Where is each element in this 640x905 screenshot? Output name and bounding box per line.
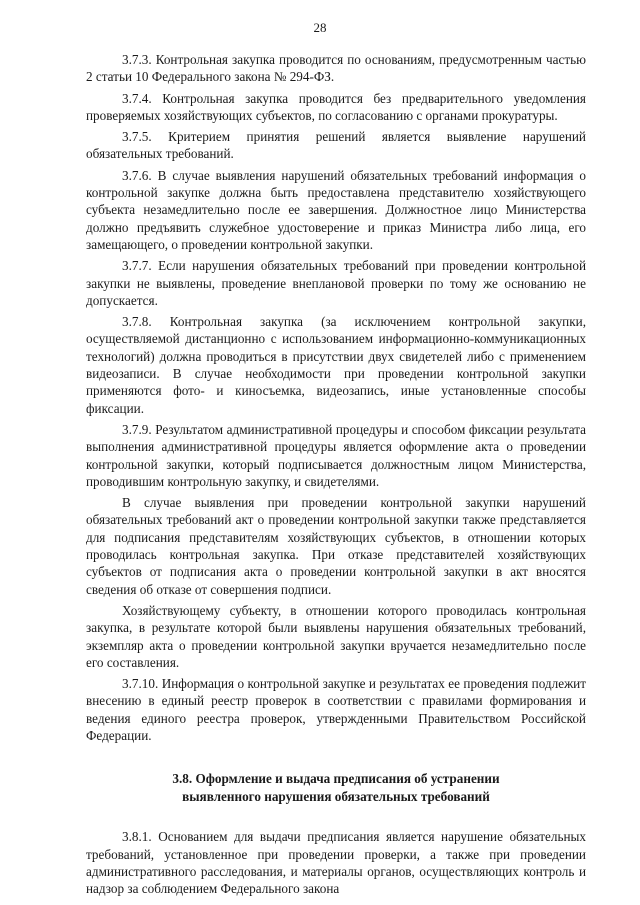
paragraph-3-7-5: 3.7.5. Критерием принятия решений является выявление нарушений обязательных требований. xyxy=(86,129,586,162)
paragraph-3-7-7: 3.7.7. Если нарушения обязательных требований при проведении контрольной закупки не выявлены, проведение внеплановой проверки по тому же основанию не допускается. xyxy=(86,258,586,308)
paragraph-act-handover: Хозяйствующему субъекту, в отношении которого проводилась контрольная закупка, в результате которой были выявлены нарушения обязательных требований, экземпляр акта о проведении контрольной закупки вручается незамедлительно после его составления. xyxy=(86,602,586,670)
page-number: 28 xyxy=(313,20,327,35)
paragraph-3-7-8: 3.7.8. Контрольная закупка (за исключением контрольной закупки, осуществляемой дистанционно с использованием информационно-коммуникационных технологий) должна проводиться в присутствии двух свидетелей либо с применением видеозаписи. В случае необходимости при проведении контрольной закупки применяются фото- и киносъемка, видеозапись, иные установленные способы фиксации. xyxy=(86,314,586,416)
section-heading-line-2: выявленного нарушения обязательных требований xyxy=(182,789,490,805)
document-body xyxy=(86,51,586,901)
section-heading-3-8 xyxy=(86,770,586,806)
paragraph-3-7-9: 3.7.9. Результатом административной процедуры и способом фиксации результата выполнения административной процедуры является оформление акта о проведении контрольной закупки, который подписывается должностным лицом Министерства, проводившим контрольную закупку, и свидетелями. xyxy=(86,421,586,489)
paragraph-act-signing: В случае выявления при проведении контрольной закупки нарушений обязательных требований акт о проведении контрольной закупки также представляется для подписания представителям хозяйствующих субъектов, в отношении которых проводилась контрольная закупка. При отказе представителей хозяйствующих субъектов от подписания акта о проведении контрольной закупки в акт вносятся сведения об отказе от совершения подписи. xyxy=(86,495,586,597)
paragraph-3-7-3: 3.7.3. Контрольная закупка проводится по основаниям, предусмотренным частью 2 статьи 10 Федерального закона № 294-ФЗ. xyxy=(86,52,586,85)
paragraph-3-7-6: 3.7.6. В случае выявления нарушений обязательных требований информация о контрольной закупке должна быть предоставлена представителю хозяйствующего субъекта незамедлительно после ее завершения. Должностное лицо Министерства должно предъявить служебное удостоверение и приказ Министра либо лица, его замещающего, о проведении контрольной закупки. xyxy=(86,167,586,252)
paragraph-3-7-4: 3.7.4. Контрольная закупка проводится без предварительного уведомления проверяемых хозяйствующих субъектов, по согласованию с органами прокуратуры. xyxy=(86,90,586,123)
paragraph-3-7-10: 3.7.10. Информация о контрольной закупке и результатах ее проведения подлежит внесению в единый реестр проверок в соответствии с правилами формирования и ведения единого реестра проверок, утвержденными Правительством Российской Федерации. xyxy=(86,676,586,743)
paragraph-3-8-1: 3.8.1. Основанием для выдачи предписания является нарушение обязательных требований, установленное при проведении проверки, а также при проведении административного расследования, и материалы органов, осуществляющих контроль и надзор за соблюдением Федерального закона xyxy=(86,829,586,897)
section-heading-line-1: 3.8. Оформление и выдача предписания об устранении xyxy=(172,771,500,787)
